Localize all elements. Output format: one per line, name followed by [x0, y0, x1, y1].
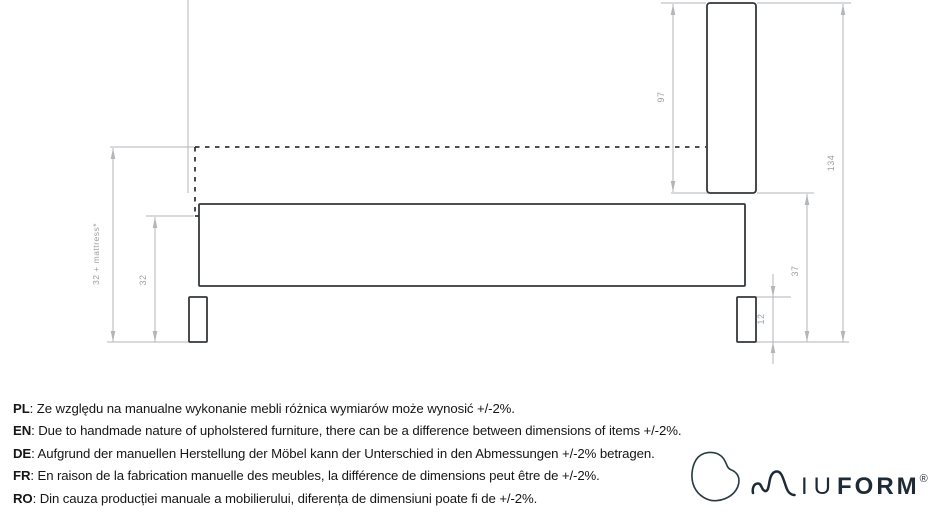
note-de-code: DE — [13, 445, 32, 461]
note-pl-code: PL — [13, 401, 30, 416]
dim-arrow-32 — [153, 217, 158, 228]
dim-arrow-134 — [841, 331, 846, 342]
note-en-code: EN — [13, 423, 32, 439]
headboard — [707, 3, 756, 193]
note-fr-code: FR — [13, 468, 31, 484]
registered-trademark-icon: ® — [919, 473, 928, 485]
dim-label-32: 32 — [138, 274, 148, 286]
note-ro-text: : Din cauza producției manuale a mobilierului, diferența de dimensiuni poate fi de +/-2%. — [32, 490, 538, 506]
dim-arrow-12 — [771, 342, 776, 353]
note-en — [13, 420, 681, 442]
dim-arrow-97 — [671, 4, 676, 15]
dim-label-12: 12 — [756, 313, 766, 325]
note-fr-text: : En raison de la fabrication manuelle des meubles, la différence de dimensions peut être de +/-2%. — [30, 468, 600, 484]
note-ro — [13, 488, 681, 510]
logo-text-form: FORM — [837, 473, 920, 500]
dim-label-97: 97 — [656, 91, 666, 103]
dim-arrow-32-plus-mattress — [111, 148, 116, 159]
note-de-text: : Aufgrund der manuellen Herstellung der Möbel kann der Unterschied in den Abmessungen +/-2% betragen. — [31, 445, 655, 461]
note-fr — [13, 465, 681, 487]
tolerance-notes — [13, 398, 681, 510]
logo-text-iu: IU — [801, 473, 837, 500]
right-leg — [737, 297, 756, 342]
note-pl-text: : Ze względu na manualne wykonanie mebli różnica wymiarów może wynosić +/-2%. — [29, 401, 515, 416]
miuform-logo — [688, 446, 928, 506]
dim-label-134: 134 — [826, 154, 836, 172]
dim-label-32-plus-mattress: 32 + mattress* — [91, 222, 101, 286]
note-pl — [13, 398, 681, 420]
dim-arrow-32-plus-mattress — [111, 331, 116, 342]
dim-arrow-97 — [671, 181, 676, 192]
note-de — [13, 443, 681, 465]
miuform-m-glyph — [751, 469, 797, 499]
miuform-blob-icon — [688, 449, 744, 503]
note-ro-code: RO — [13, 490, 33, 506]
note-en-text: : Due to handmade nature of upholstered furniture, there can be a difference between dimensions of items +/-2%. — [31, 423, 682, 439]
dim-label-37: 37 — [790, 265, 800, 277]
bed-frame — [199, 204, 745, 286]
dim-arrow-32 — [153, 331, 158, 342]
dim-arrow-37 — [805, 194, 810, 205]
dim-arrow-37 — [805, 331, 810, 342]
dim-arrow-12 — [771, 286, 776, 297]
left-leg — [189, 297, 207, 342]
dim-arrow-134 — [841, 4, 846, 15]
